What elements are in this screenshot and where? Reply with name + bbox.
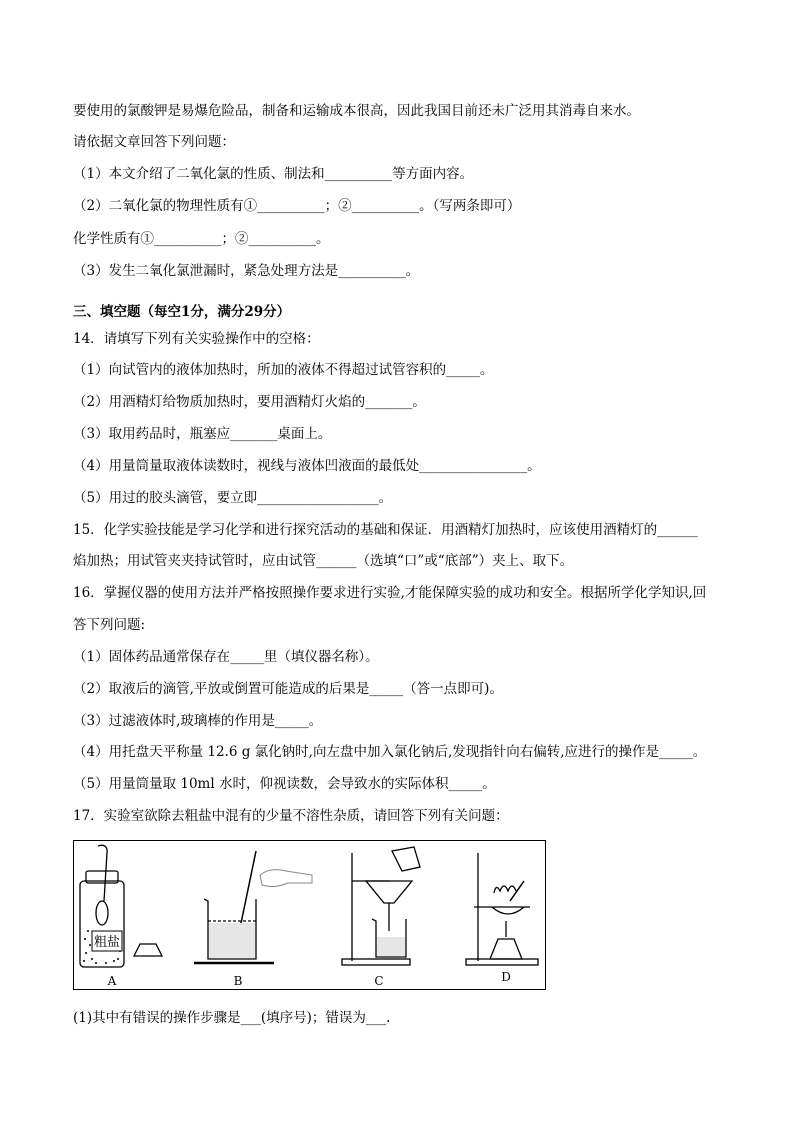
- operation-c-filtrate: [377, 937, 405, 956]
- experiment-figure: [73, 840, 546, 990]
- operation-d-evaporation: [466, 853, 538, 965]
- figure-label-b: B: [233, 974, 243, 988]
- question-line: 14．请填写下列有关实验操作中的空格：: [73, 331, 320, 347]
- stopper-on-table: [134, 944, 162, 956]
- question-line: 16．掌握仪器的使用方法并严格按照操作要求进行实验,才能保障实验的成功和安全。根据所学化学知识,回: [73, 585, 707, 601]
- question-line: 化学性质有①__________；②__________。: [73, 231, 330, 247]
- question-line: （3）发生二氧化氯泄漏时，紧急处理方法是__________。: [73, 263, 420, 279]
- question-line: （1）本文介绍了二氧化氯的性质、制法和__________等方面内容。: [73, 166, 474, 182]
- question-line: （2）二氧化氯的物理性质有①__________；②__________。（写两条即可）: [73, 198, 521, 214]
- question-line: （4）用托盘天平称量 12.6 g 氯化钠时,向左盘中加入氯化钠后,发现指针向右偏转,应进行的操作是_____。: [73, 744, 707, 760]
- text-line: 请依据文章回答下列问题：: [73, 134, 235, 150]
- question-line: （5）用过的胶头滴管，要立即__________________。: [73, 490, 393, 506]
- question-line: （2）取液后的滴管,平放或倒置可能造成的后果是_____（答一点即可)。: [73, 681, 503, 697]
- experiment-diagram: [74, 841, 545, 989]
- jar-label-text: 粗盐: [93, 935, 121, 950]
- question-line: 焰加热；用试管夹夹持试管时，应由试管______（选填“口”或“底部”）夹上、取下。: [73, 553, 574, 569]
- figure-label-c: C: [374, 974, 384, 988]
- question-line: （3）取用药品时，瓶塞应_______桌面上。: [73, 426, 332, 442]
- question-line: （3）过滤液体时,玻璃棒的作用是_____。: [73, 713, 323, 729]
- question-line: （5）用量筒量取 10ml 水时，仰视读数，会导致水的实际体积_____。: [73, 776, 496, 792]
- question-line: 17．实验室欲除去粗盐中混有的少量不溶性杂质，请回答下列有关问题：: [73, 808, 509, 824]
- question-line: (1)其中有错误的操作步骤是___(填序号)；错误为___.: [73, 1010, 391, 1026]
- question-line: （4）用量筒量取液体读数时，视线与液体凹液面的最低处________________。: [73, 458, 541, 474]
- question-line: （2）用酒精灯给物质加热时，要用酒精灯火焰的_______。: [73, 394, 426, 410]
- section-heading: 三、填空题（每空1分，满分29分）: [73, 304, 291, 320]
- question-line: （1）向试管内的液体加热时，所加的液体不得超过试管容积的_____。: [73, 362, 494, 378]
- figure-label-d: D: [501, 970, 511, 984]
- question-line: 答下列问题:: [73, 617, 146, 633]
- operation-b-liquid: [209, 923, 255, 958]
- text-line: 要使用的氯酸钾是易爆危险品，制备和运输成本很高，因此我国目前还未广泛用其消毒自来水。: [73, 103, 640, 119]
- question-line: 15．化学实验技能是学习化学和进行探究活动的基础和保证．用酒精灯加热时，应该使用酒精灯的______: [73, 522, 698, 538]
- figure-label-a: A: [107, 974, 117, 988]
- question-line: （1）固体药品通常保存在_____里（填仪器名称）。: [73, 649, 379, 665]
